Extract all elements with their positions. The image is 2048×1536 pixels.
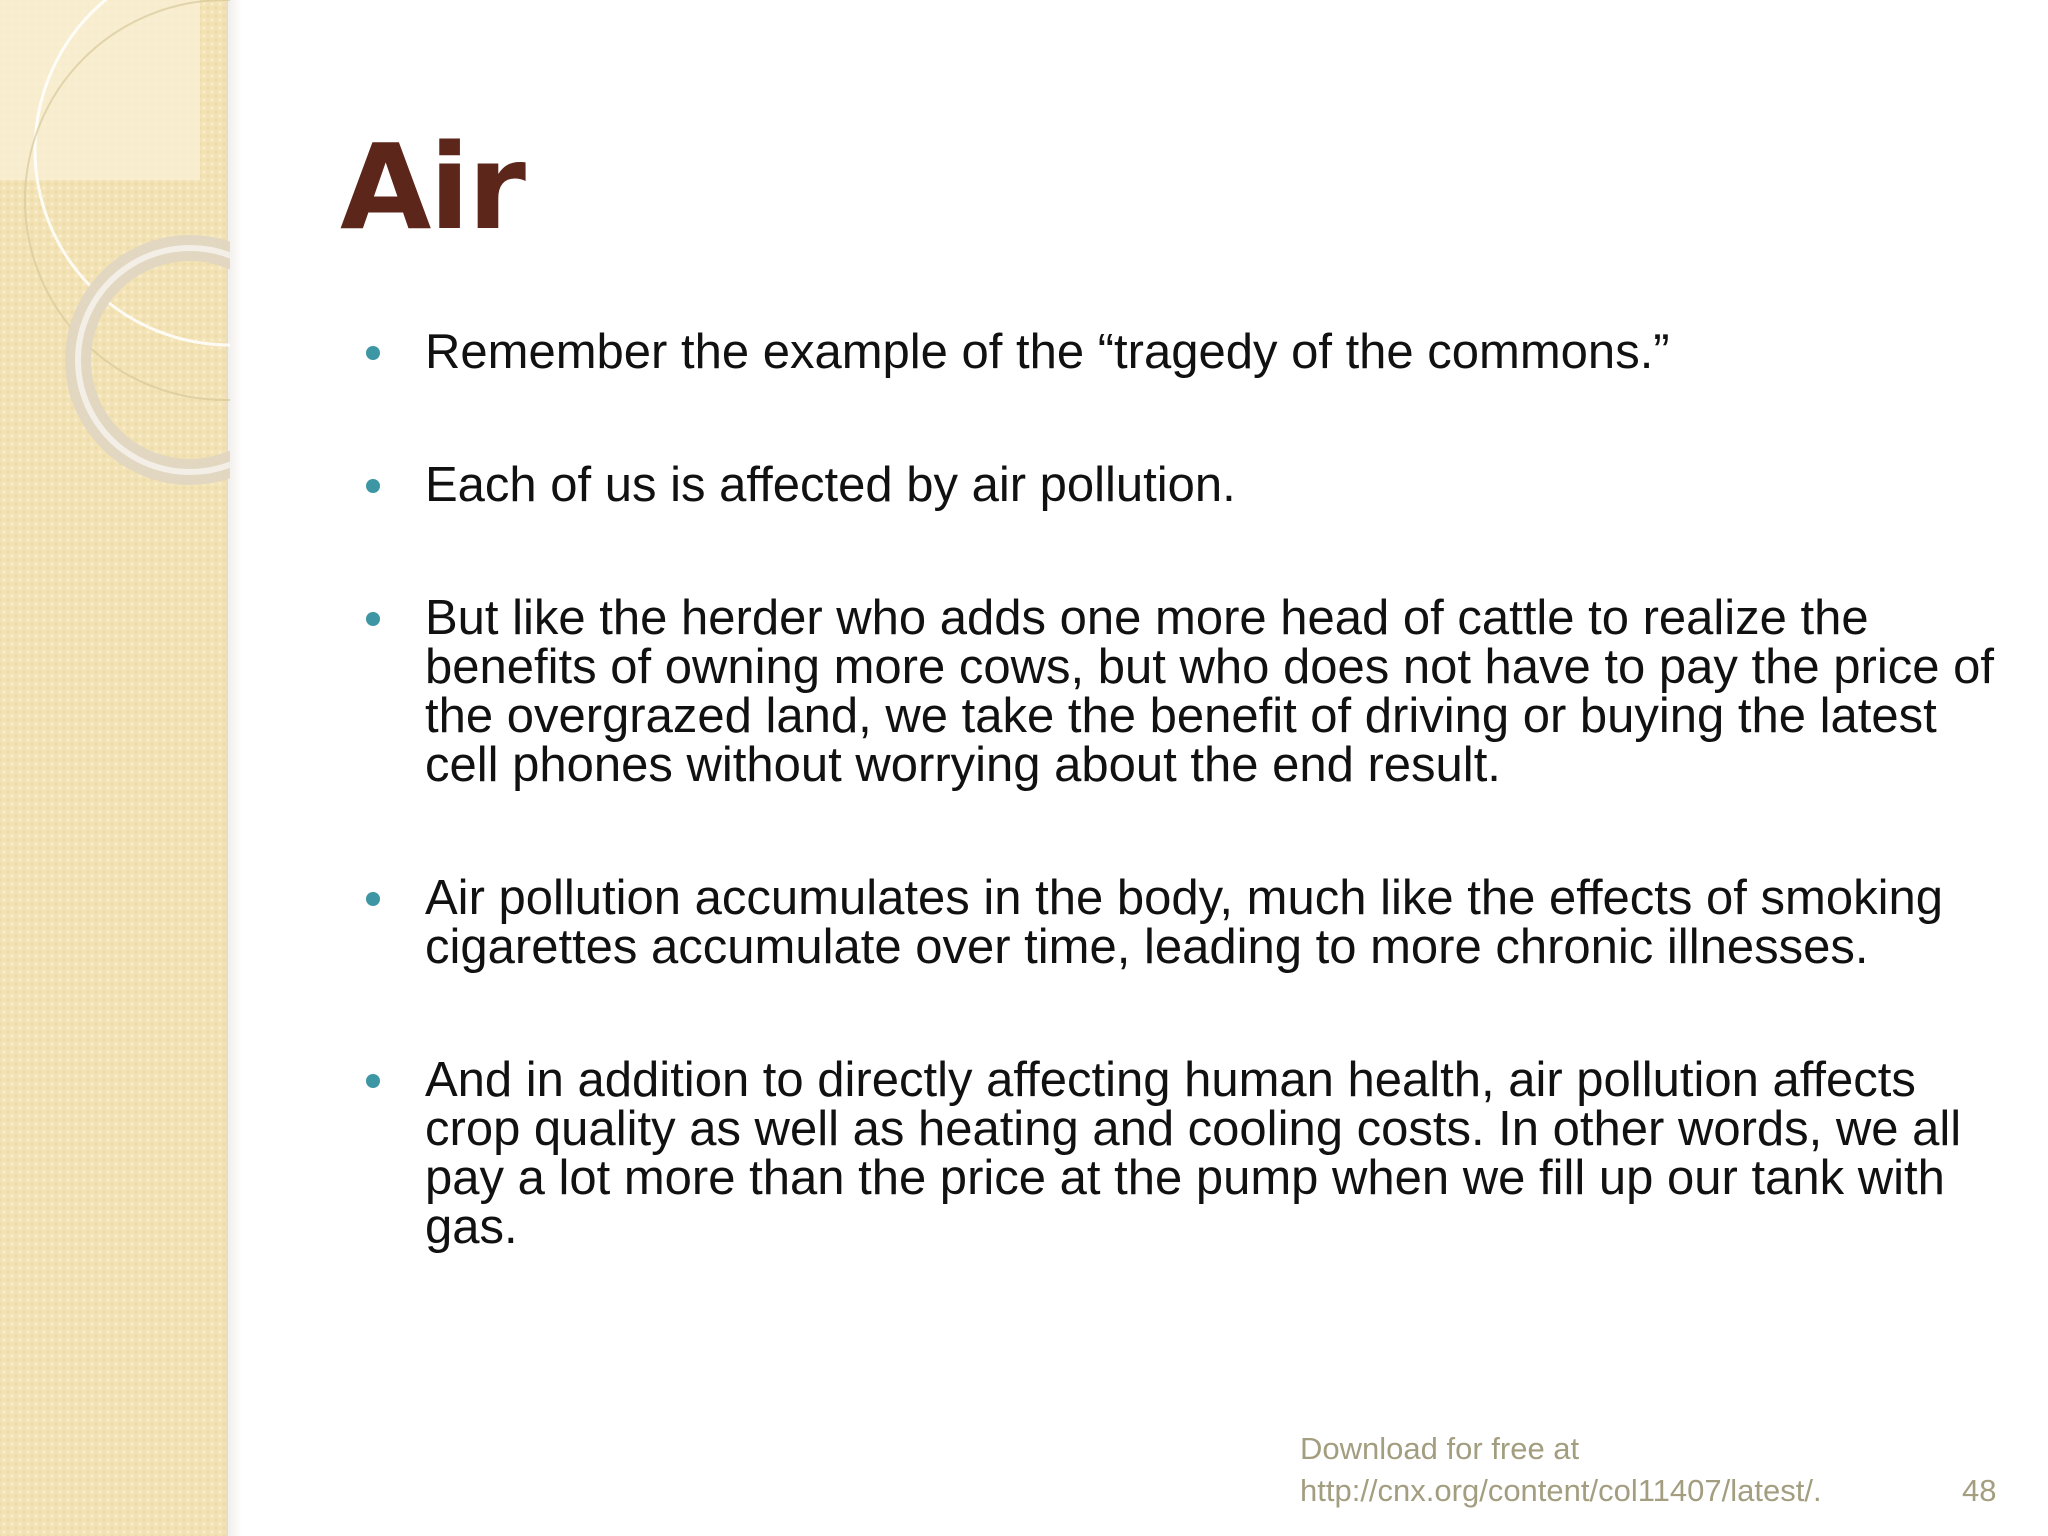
footer-download-note	[1300, 1428, 1822, 1512]
ring-decoration-icon	[0, 0, 242, 520]
bullet-dot-icon	[366, 346, 380, 360]
page-number: 48	[1962, 1473, 1997, 1508]
bullet-dot-icon	[366, 612, 380, 626]
bullet-dot-icon	[366, 892, 380, 906]
bullet-dot-icon	[366, 479, 380, 493]
bullet-text: Remember the example of the “tragedy of the commons.”	[425, 325, 1670, 379]
bullet-item	[360, 591, 2000, 792]
bullet-text: Air pollution accumulates in the body, much like the effects of smoking cigarettes accumulate over time, leading to more chronic illnesses.	[425, 871, 1943, 974]
footer-line-1: Download for free at	[1300, 1431, 1580, 1466]
bullet-text: Each of us is affected by air pollution.	[425, 458, 1236, 512]
bullet-item	[360, 871, 2000, 974]
bullet-item	[360, 1053, 2000, 1254]
slide-title: Air	[340, 118, 524, 256]
bullet-item	[360, 325, 2000, 379]
bullet-list	[360, 325, 2000, 1336]
bullet-dot-icon	[366, 1074, 380, 1088]
bullet-item	[360, 458, 2000, 512]
footer-url[interactable]: http://cnx.org/content/col11407/latest/.	[1300, 1473, 1822, 1508]
bullet-text: But like the herder who adds one more head of cattle to realize the benefits of owning more cows, but who does not have to pay the price of the overgrazed land, we take the benefit of driving or buying the latest cell phones without worrying about the end result.	[425, 591, 1994, 792]
bullet-text: And in addition to directly affecting human health, air pollution affects crop quality as well as heating and cooling costs. In other words, we all pay a lot more than the price at the pump when we fill up our tank with gas.	[425, 1053, 1962, 1254]
